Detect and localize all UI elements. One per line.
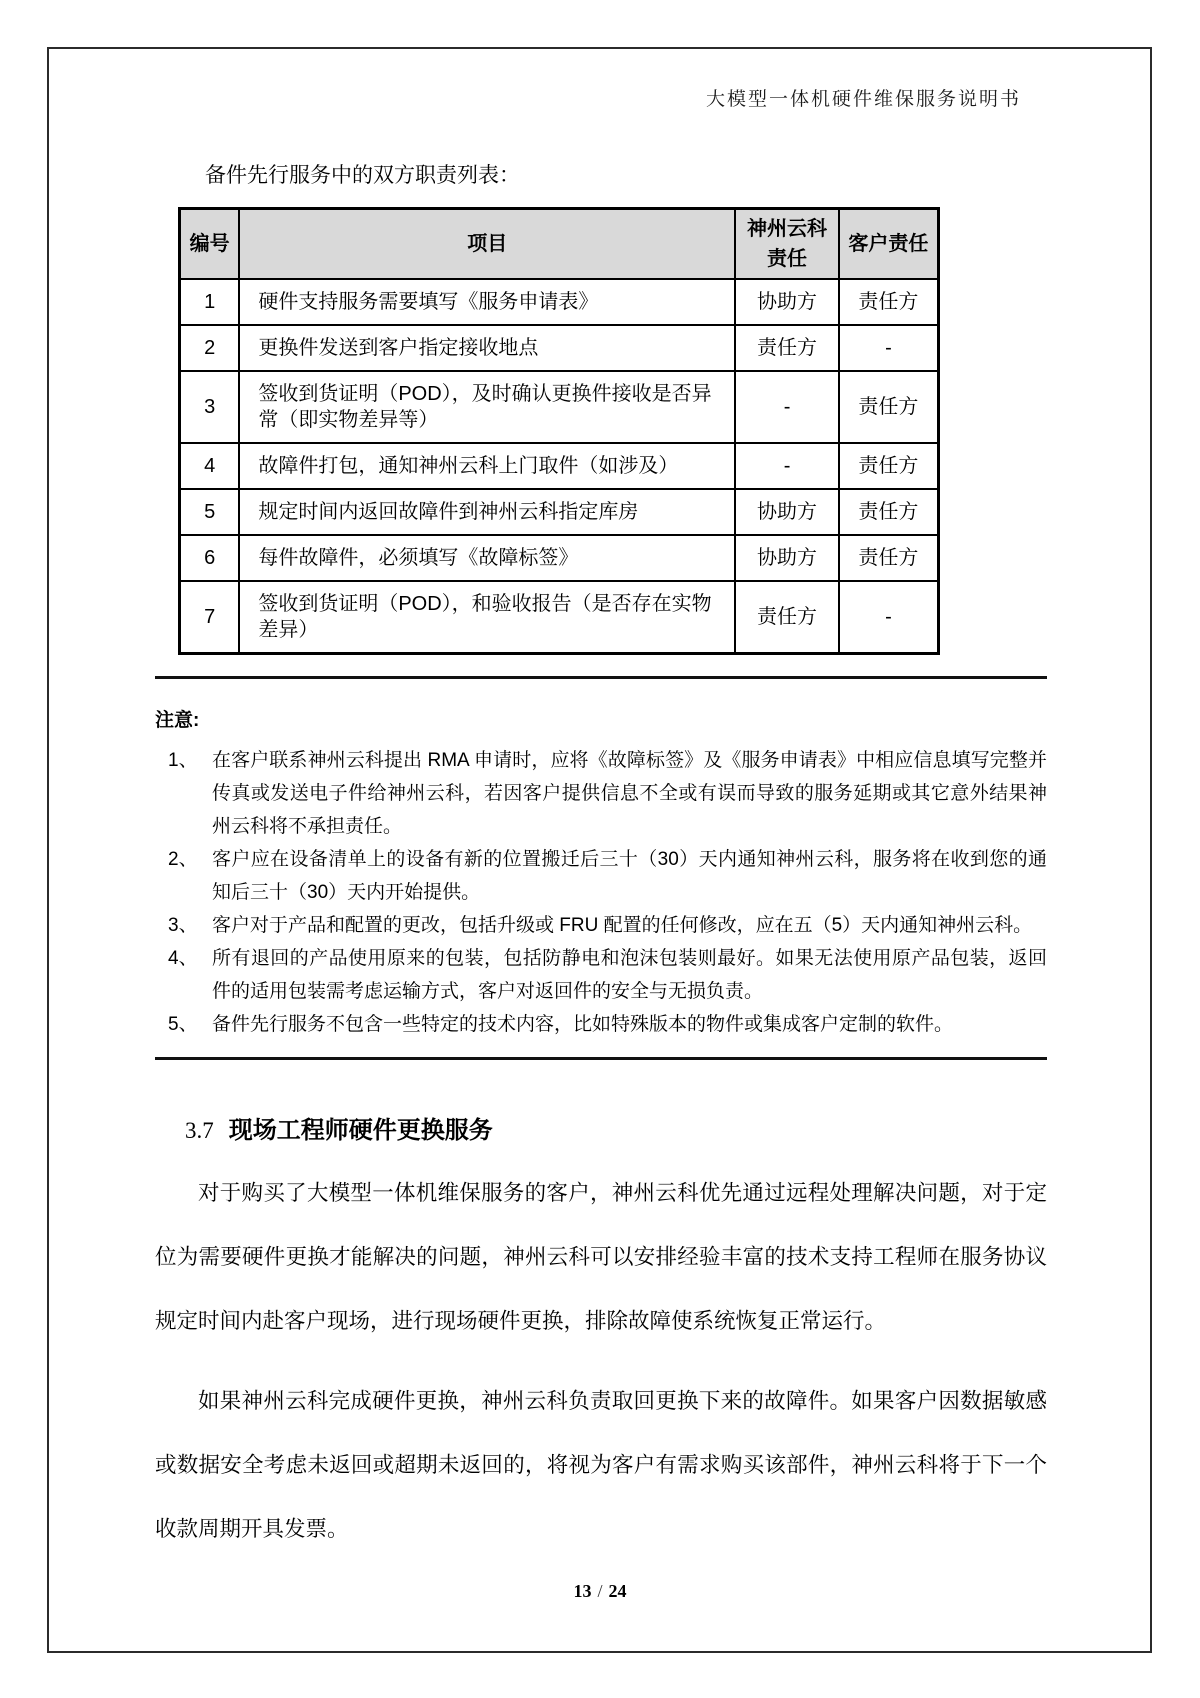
section-heading — [185, 1110, 1047, 1145]
note-text: 客户应在设备清单上的设备有新的位置搬迁后三十（30）天内通知神州云科，服务将在收到您的通知后三十（30）天内开始提供。 — [212, 848, 1047, 903]
cell-dck: 责任方 — [735, 581, 839, 654]
cell-item: 故障件打包，通知神州云科上门取件（如涉及） — [239, 443, 735, 489]
note-text: 所有退回的产品使用原来的包装，包括防静电和泡沫包装则最好。如果无法使用原产品包装，返回件的适用包装需考虑运输方式，客户对返回件的安全与无损负责。 — [212, 947, 1047, 1002]
column-header-dck-line2: 责任 — [767, 247, 808, 270]
cell-no: 7 — [180, 581, 240, 654]
cell-customer: 责任方 — [839, 371, 939, 443]
note-text: 在客户联系神州云科提出 RMA 申请时，应将《故障标签》及《服务申请表》中相应信息填写完整并传真或发送电子件给神州云科，若因客户提供信息不全或有误而导致的服务延期或其它意外结果神州云科将不承担责任。 — [212, 749, 1047, 837]
table-row — [180, 443, 939, 489]
column-header-item: 项目 — [239, 209, 735, 279]
table-row — [180, 279, 939, 325]
cell-item: 签收到货证明（POD），和验收报告（是否存在实物差异） — [239, 581, 735, 654]
cell-dck: 责任方 — [735, 325, 839, 371]
page-number-separator: / — [597, 1581, 603, 1601]
cell-no: 4 — [180, 443, 240, 489]
note-marker: 5、 — [168, 1013, 198, 1035]
page-content — [0, 84, 1200, 1561]
column-header-no: 编号 — [180, 209, 240, 279]
cell-dck: - — [735, 371, 839, 443]
total-page-count: 24 — [608, 1581, 627, 1601]
cell-customer: - — [839, 325, 939, 371]
cell-dck: 协助方 — [735, 535, 839, 581]
cell-no: 6 — [180, 535, 240, 581]
body-paragraph: 如果神州云科完成硬件更换，神州云科负责取回更换下来的故障件。如果客户因数据敏感或数据安全考虑未返回或超期未返回的，将视为客户有需求购买该部件，神州云科将于下一个收款周期开具发票。 — [155, 1388, 1047, 1541]
notes-label: 注意: — [155, 709, 200, 731]
cell-customer: 责任方 — [839, 279, 939, 325]
note-text: 客户对于产品和配置的更改，包括升级或 FRU 配置的任何修改，应在五（5）天内通知神州云科。 — [212, 914, 1033, 936]
responsibility-table — [178, 207, 940, 655]
table-row — [180, 371, 939, 443]
table-intro-text: 备件先行服务中的双方职责列表： — [205, 164, 520, 187]
document-header-title: 大模型一体机硬件维保服务说明书 — [705, 89, 1021, 110]
cell-customer: 责任方 — [839, 489, 939, 535]
list-item — [155, 909, 1047, 942]
cell-dck: - — [735, 443, 839, 489]
list-item — [155, 843, 1047, 909]
list-item — [155, 942, 1047, 1008]
list-item — [155, 1008, 1047, 1041]
table-row — [180, 325, 939, 371]
note-marker: 3、 — [168, 914, 198, 936]
cell-dck: 协助方 — [735, 489, 839, 535]
note-marker: 2、 — [168, 848, 198, 870]
note-marker: 1、 — [168, 749, 198, 771]
notes-list — [155, 744, 1047, 1041]
cell-no: 1 — [180, 279, 240, 325]
page-number-footer — [0, 1581, 1200, 1602]
cell-item: 每件故障件，必须填写《故障标签》 — [239, 535, 735, 581]
column-header-customer: 客户责任 — [839, 209, 939, 279]
column-header-dck — [735, 209, 839, 279]
cell-customer: 责任方 — [839, 535, 939, 581]
note-text: 备件先行服务不包含一些特定的技术内容，比如特殊版本的物件或集成客户定制的软件。 — [212, 1013, 954, 1035]
cell-item: 签收到货证明（POD），及时确认更换件接收是否异常（即实物差异等） — [239, 371, 735, 443]
column-header-dck-line1: 神州云科 — [747, 217, 828, 240]
table-row — [180, 581, 939, 654]
section-title: 现场工程师硬件更换服务 — [228, 1116, 493, 1144]
table-row — [180, 535, 939, 581]
body-paragraph: 对于购买了大模型一体机维保服务的客户，神州云科优先通过远程处理解决问题，对于定位为需要硬件更换才能解决的问题，神州云科可以安排经验丰富的技术支持工程师在服务协议规定时间内赴客户现场，进行现场硬件更换，排除故障使系统恢复正常运行。 — [155, 1180, 1047, 1333]
section-number: 3.7 — [185, 1117, 214, 1143]
cell-item: 更换件发送到客户指定接收地点 — [239, 325, 735, 371]
cell-no: 5 — [180, 489, 240, 535]
cell-no: 2 — [180, 325, 240, 371]
current-page-number: 13 — [573, 1581, 592, 1601]
horizontal-rule — [155, 676, 1047, 679]
cell-dck: 协助方 — [735, 279, 839, 325]
cell-customer: - — [839, 581, 939, 654]
horizontal-rule — [155, 1057, 1047, 1060]
note-marker: 4、 — [168, 947, 198, 969]
cell-no: 3 — [180, 371, 240, 443]
cell-customer: 责任方 — [839, 443, 939, 489]
list-item — [155, 744, 1047, 843]
cell-item: 规定时间内返回故障件到神州云科指定库房 — [239, 489, 735, 535]
table-row — [180, 489, 939, 535]
cell-item: 硬件支持服务需要填写《服务申请表》 — [239, 279, 735, 325]
table-header-row — [180, 209, 939, 279]
